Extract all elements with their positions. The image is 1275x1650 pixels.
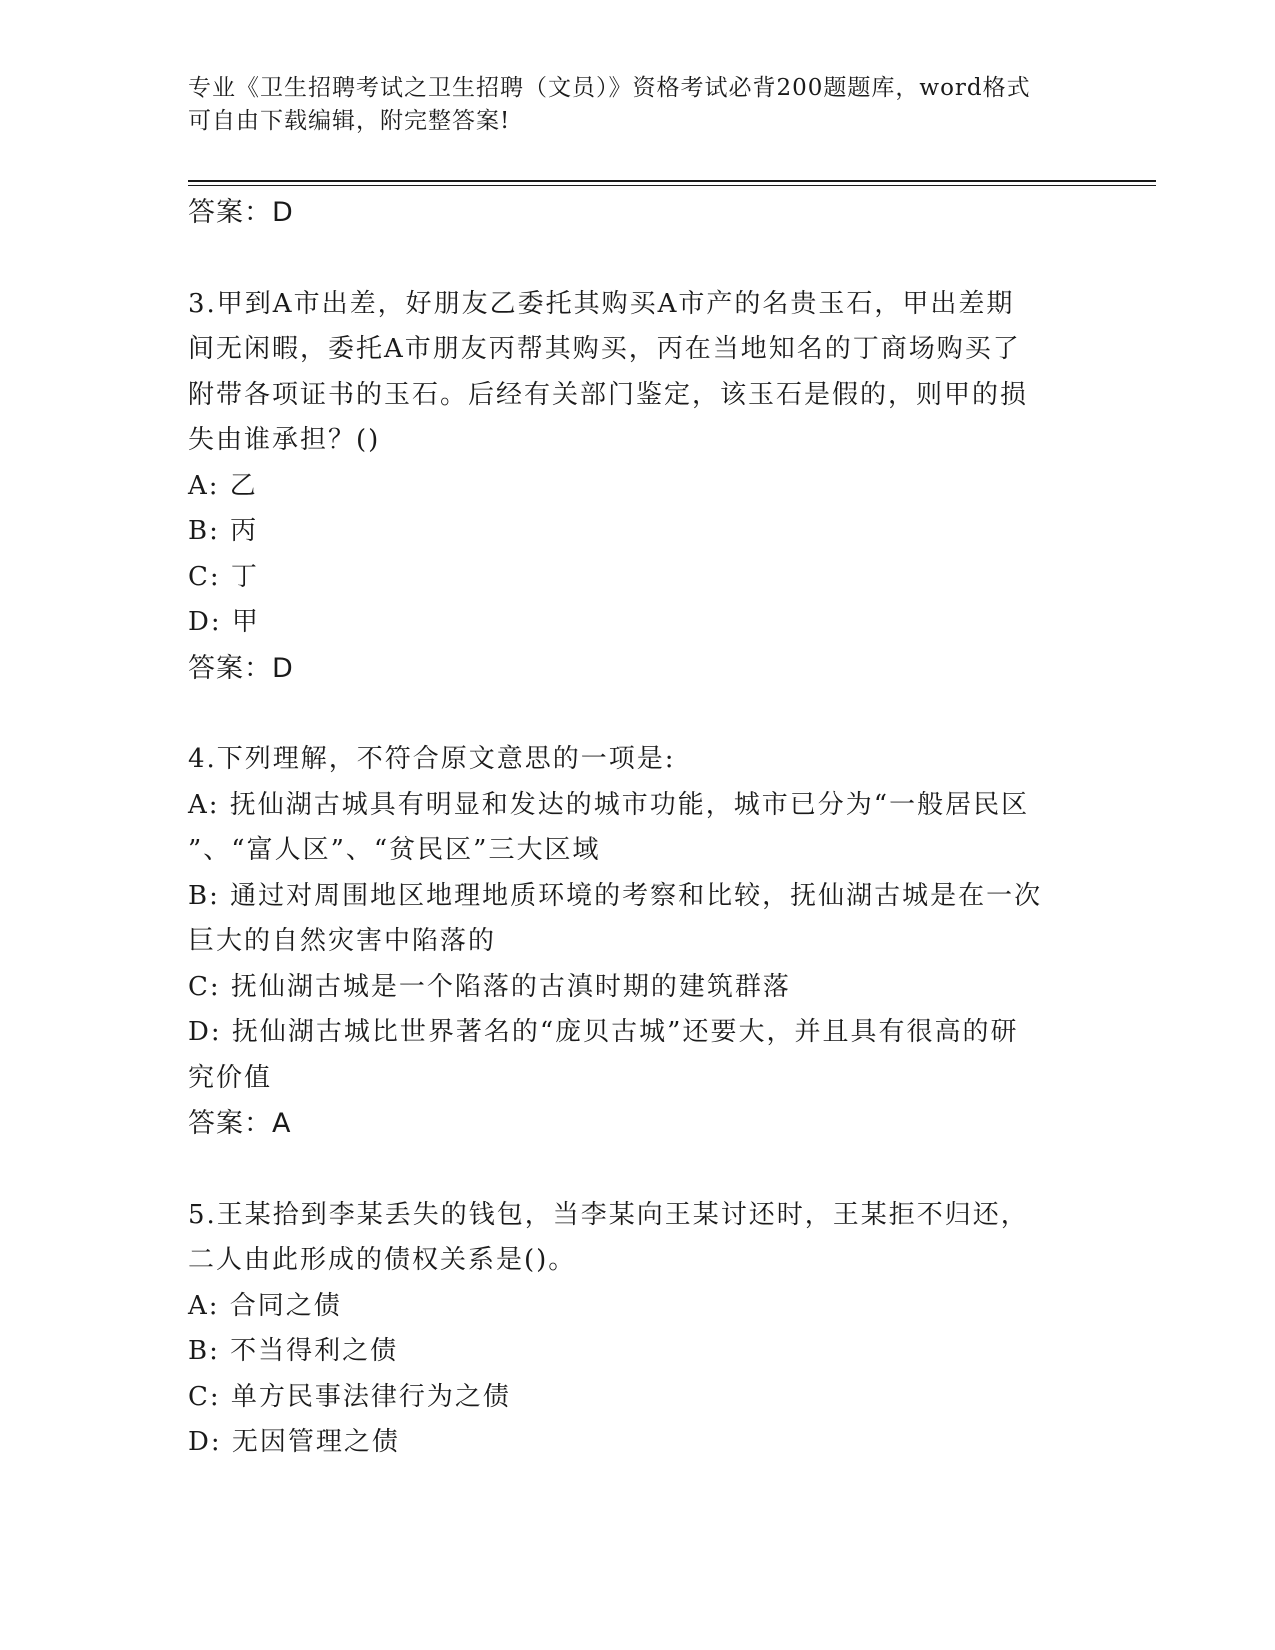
spacer — [188, 691, 1088, 737]
question-4-option-d-line-1: D: 抚仙湖古城比世界著名的“庞贝古城”还要大，并且具有很高的研 — [188, 1017, 1019, 1047]
question-5-option-b: B: 不当得利之债 — [188, 1336, 399, 1366]
question-4-option-b-line-1: B: 通过对周围地区地理地质环境的考察和比较，抚仙湖古城是在一次 — [188, 880, 1043, 911]
question-5-option-a: A: 合同之债 — [188, 1290, 342, 1321]
question-3 — [188, 282, 1088, 692]
question-3-stem-line-4: 失由谁承担？() — [188, 425, 381, 455]
question-5-stem-line-2: 二人由此形成的债权关系是()。 — [188, 1245, 577, 1275]
header-line-1: 专业《卫生招聘考试之卫生招聘（文员）》资格考试必背200题题库，word格式 — [188, 75, 1031, 101]
question-4-option-c: C: 抚仙湖古城是一个陷落的古滇时期的建筑群落 — [188, 971, 791, 1002]
question-3-option-a: A: 乙 — [188, 470, 258, 501]
question-3-option-c: C: 丁 — [188, 561, 259, 592]
header-rule-thin — [188, 185, 1156, 186]
question-3-stem-line-1: 3.甲到A市出差，好朋友乙委托其购买A市产的名贵玉石，甲出差期 — [188, 288, 1015, 319]
question-5 — [188, 1193, 1088, 1466]
question-5-stem-line-1: 5.王某拾到李某丢失的钱包，当李某向王某讨还时，王某拒不归还， — [188, 1199, 1029, 1230]
question-4-option-a-line-1: A: 抚仙湖古城具有明显和发达的城市功能，城市已分为“一般居民区 — [188, 789, 1030, 820]
question-content — [188, 190, 1088, 1466]
question-3-stem-line-3: 附带各项证书的玉石。后经有关部门鉴定，该玉石是假的，则甲的损 — [188, 379, 1029, 410]
question-3-option-b: B: 丙 — [188, 516, 259, 546]
spacer — [188, 236, 1088, 282]
question-5-option-c: C: 单方民事法律行为之债 — [188, 1381, 511, 1412]
spacer — [188, 1147, 1088, 1193]
question-3-stem-line-2: 间无闲暇，委托A市朋友丙帮其购买，丙在当地知名的丁商场购买了 — [188, 334, 1021, 364]
document-header — [188, 72, 1088, 138]
question-4-option-a-line-2: ”、“富人区”、“贫民区”三大区域 — [188, 835, 601, 865]
question-4-option-b-line-2: 巨大的自然灾害中陷落的 — [188, 926, 497, 956]
header-rule-thick — [188, 180, 1156, 182]
question-4-option-d-line-2: 究价值 — [188, 1062, 273, 1093]
question-4-stem: 4.下列理解，不符合原文意思的一项是: — [188, 744, 676, 774]
question-4 — [188, 737, 1088, 1147]
header-line-2: 可自由下载编辑，附完整答案! — [188, 108, 511, 134]
answer-q3: 答案：D — [188, 652, 294, 684]
question-3-option-d: D: 甲 — [188, 607, 260, 637]
answer-q4: 答案：A — [188, 1108, 292, 1139]
answer-q2: 答案：D — [188, 197, 294, 228]
question-5-option-d: D: 无因管理之债 — [188, 1427, 400, 1457]
